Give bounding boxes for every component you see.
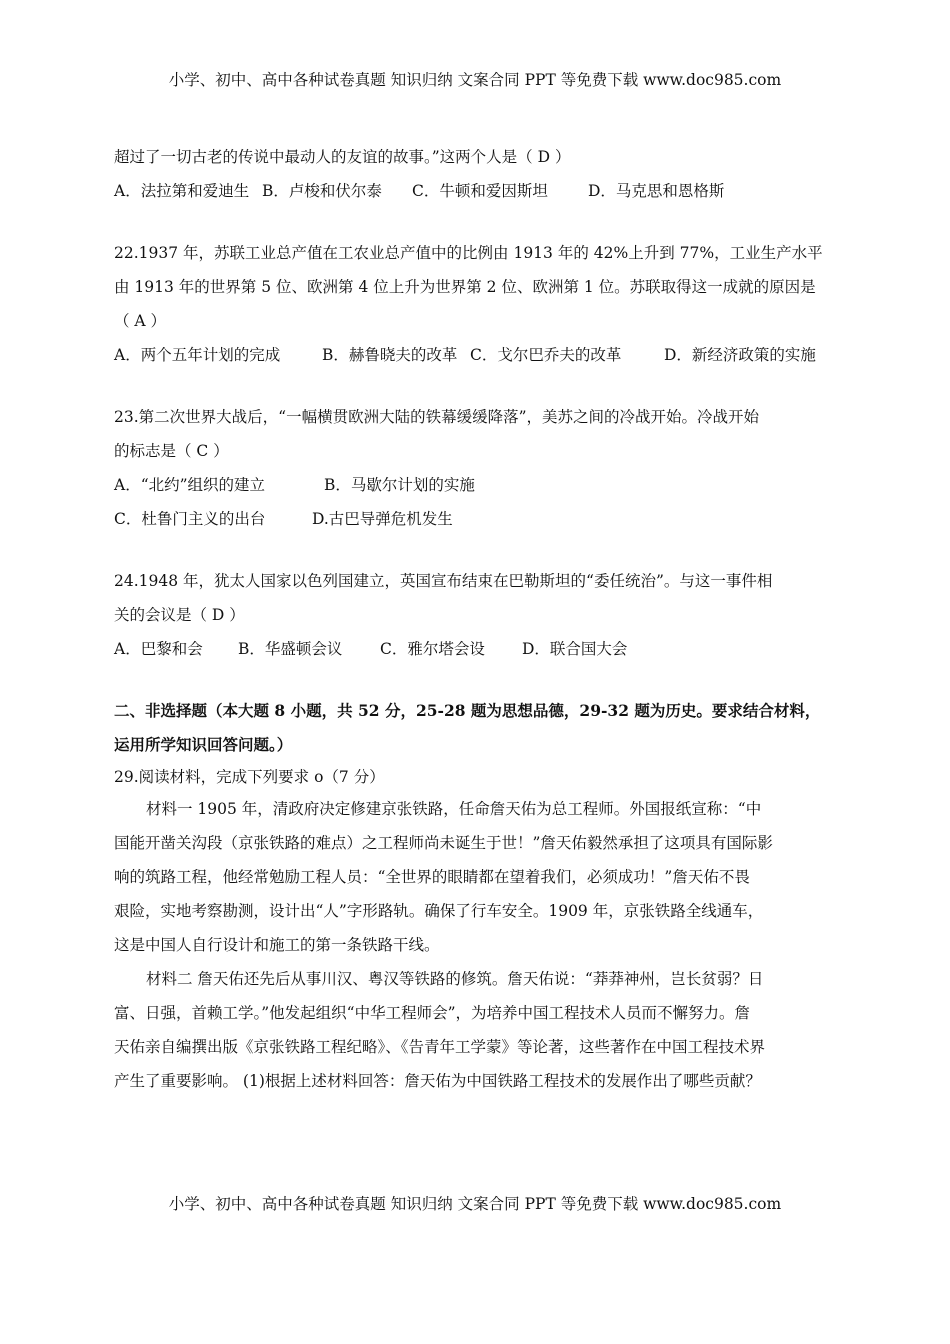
q23-stem-1: 23.第二次世界大战后，“一幅横贯欧洲大陆的铁幕缓缓降落”，美苏之间的冷战开始。冷战开始	[114, 408, 760, 426]
q24-option-d: D．联合国大会	[522, 640, 628, 658]
q23-option-a: A．“北约”组织的建立	[114, 476, 266, 494]
q22-stem-2: 由 1913 年的世界第 5 位、欧洲第 4 位上升为世界第 2 位、欧洲第 1 位。苏联取得这一成就的原因是	[114, 278, 816, 296]
q29-material2-line1: 材料二 詹天佑还先后从事川汉、粤汉等铁路的修筑。詹天佑说：“莽莽神州，岂长贫弱？日	[146, 970, 764, 988]
q29-material2-line4: 产生了重要影响。 (1)根据上述材料回答：詹天佑为中国铁路工程技术的发展作出了哪些贡献？	[114, 1072, 761, 1090]
q23-options-row2	[114, 502, 838, 536]
q22-option-b: B．赫鲁晓夫的改革	[322, 346, 458, 364]
q21-stem: 超过了一切古老的传说中最动人的友谊的故事。”这两个人是（ D ）	[114, 148, 571, 166]
q29-material1-line4: 艰险，实地考察勘测，设计出“人”字形路轨。确保了行车安全。1909 年，京张铁路全线通车，	[114, 902, 764, 920]
q24-option-a: A．巴黎和会	[114, 640, 203, 658]
q29-material1-line3: 响的筑路工程，他经常勉励工程人员：“全世界的眼睛都在望着我们，必须成功！”詹天佑不畏	[114, 868, 750, 886]
q29-title: 29.阅读材料，完成下列要求 o（7 分）	[114, 768, 385, 786]
q21-options	[114, 174, 838, 208]
q22-options	[114, 338, 838, 372]
q24-option-c: C．雅尔塔会设	[380, 640, 485, 658]
q24-option-b: B．华盛顿会议	[238, 640, 343, 658]
q21-option-a: A．法拉第和爱迪生	[114, 182, 250, 200]
page-header: 小学、初中、高中各种试卷真题 知识归纳 文案合同 PPT 等免费下载 www.doc985.com	[168, 71, 782, 89]
q24-stem-2: 关的会议是（ D ）	[114, 606, 245, 624]
q22-option-c: C．戈尔巴乔夫的改革	[470, 346, 622, 364]
section2-heading-1: 二、非选择题（本大题 8 小题，共 52 分，25-28 题为思想品德，29-32 题为历史。要求结合材料，	[114, 701, 821, 720]
q22-option-d: D．新经济政策的实施	[664, 346, 816, 364]
q21-option-d: D．马克思和恩格斯	[588, 182, 725, 200]
section2-heading-2: 运用所学知识回答问题。）	[114, 735, 293, 754]
q23-option-c: C．杜鲁门主义的出台	[114, 510, 266, 528]
q22-option-a: A．两个五年计划的完成	[114, 346, 281, 364]
q22-stem-3: （ A ）	[114, 312, 167, 330]
q29-material2-line3: 天佑亲自编撰出版《京张铁路工程纪略》、《告青年工学蒙》等论著，这些著作在中国工程技术界	[114, 1038, 766, 1056]
q23-option-b: B．马歇尔计划的实施	[324, 476, 475, 494]
q21-option-c: C．牛顿和爱因斯坦	[412, 182, 548, 200]
q24-stem-1: 24.1948 年，犹太人国家以色列国建立，英国宣布结束在巴勒斯坦的“委任统治”。与这一事件相	[114, 572, 773, 590]
q23-stem-2: 的标志是（ C ）	[114, 442, 229, 460]
q23-option-d: D.古巴导弹危机发生	[312, 510, 453, 528]
q24-options	[114, 632, 838, 666]
q22-stem-1: 22.1937 年，苏联工业总产值在工农业总产值中的比例由 1913 年的 42%上升到 77%，工业生产水平	[114, 244, 823, 262]
q29-material2-line2: 富、日强，首赖工学。”他发起组织“中华工程师会”，为培养中国工程技术人员而不懈努力。詹	[114, 1004, 751, 1022]
q29-material1-line5: 这是中国人自行设计和施工的第一条铁路干线。	[114, 936, 440, 954]
q29-material1-line2: 国能开凿关沟段（京张铁路的难点）之工程师尚未诞生于世！”詹天佑毅然承担了这项具有国际影	[114, 834, 773, 852]
q29-material1-line1: 材料一 1905 年，清政府决定修建京张铁路，任命詹天佑为总工程师。外国报纸宣称：“中	[146, 800, 762, 818]
page-footer: 小学、初中、高中各种试卷真题 知识归纳 文案合同 PPT 等免费下载 www.doc985.com	[168, 1195, 782, 1213]
q21-option-b: B．卢梭和伏尔泰	[262, 182, 382, 200]
exam-content	[114, 140, 838, 1098]
q23-options-row1	[114, 468, 838, 502]
